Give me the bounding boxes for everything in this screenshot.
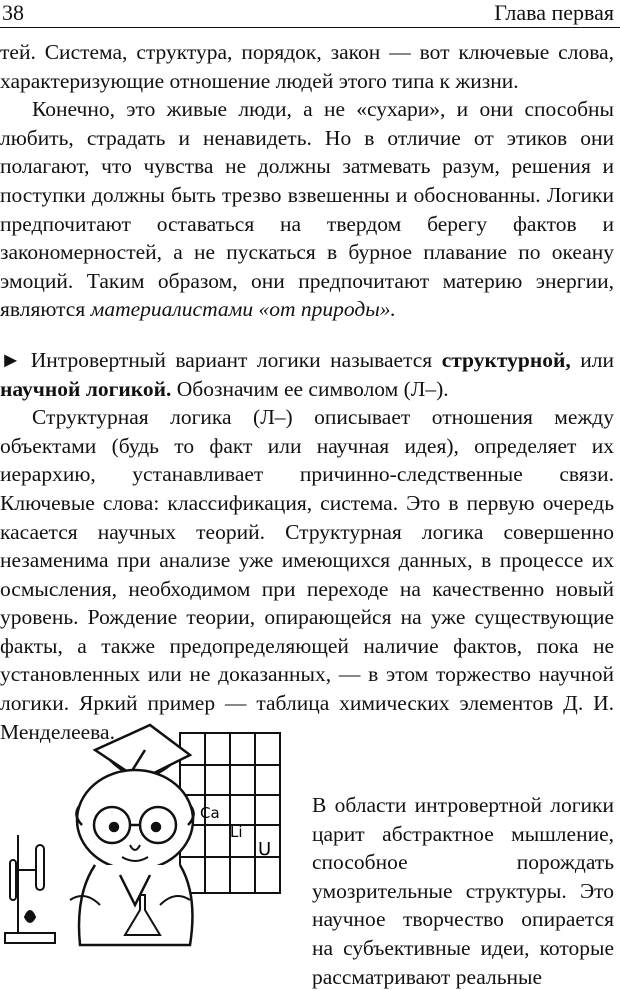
term-structural: структурной, — [441, 347, 571, 372]
lab-stand-icon — [5, 835, 55, 943]
chapter-title: Глава первая — [494, 0, 614, 25]
paragraph-5: В области интровертной логики царит абстрактное мышление, способное порождать умозрительные структуры. Это научное творчество опирается на субъективные идеи, которые рассматривают реальные — [312, 793, 614, 989]
paragraph-1: тей. Система, структура, порядок, закон — вот ключевые слова, характеризующие отношение людей этого типа к жизни. — [0, 40, 614, 93]
paragraph-3-mid: или — [570, 347, 614, 372]
page-header — [0, 0, 620, 30]
paragraph-3 — [0, 346, 614, 403]
cell-label-ca: Ca — [200, 804, 220, 822]
page-number: 38 — [2, 0, 24, 25]
paragraph-3-tail: Обозначим ее символом (Л–). — [171, 376, 449, 401]
cell-label-u: U — [258, 839, 272, 860]
illustration-area — [0, 695, 305, 950]
section-gap — [0, 324, 614, 346]
paragraph-3-lead: ► Интровертный вариант логики называется — [0, 347, 442, 372]
cell-label-li: Li — [230, 823, 243, 841]
periodic-table-grid — [180, 733, 280, 893]
paragraph-2-italic: материалистами «от природы». — [90, 297, 396, 322]
paragraph-4: Структурная логика (Л–) описывает отношения между объектами (будь то факт или научная идея), определяет их иерархию, устанавливает причинно-следственные связи. Ключевые слова: классификация, система. Это в первую очередь касается научных теорий. Структурная логика совершенно незаменима при анализе уже имеющихся данных, в процессе их осмысления, необходимом при переходе на качественно новый уровень. Рождение теории, опирающейся на уже существующие факты, а также предопределяющей наличие фактов, пока не установленных или не доказанных, — в этом торжество научной логики. Яркий пример — таблица химических элементов Д. И. Менделеева. — [0, 405, 614, 744]
term-scientific-logic: научной логикой. — [0, 376, 172, 401]
scientist-illustration — [0, 695, 305, 950]
header-rule — [0, 27, 620, 28]
page-body — [0, 38, 614, 746]
side-column — [312, 791, 614, 991]
paragraph-2-text: Конечно, это живые люди, а не «сухари», и они способны любить, страдать и ненавидеть. Но в отличие от этиков они полагают, что чувства не должны затмевать разум, решения и поступки должны быть трезво взвешенны и обоснованны. Логики предпочитают оставаться на твердом берегу фактов и закономерностей, а не пускаться в бурное плавание по океану эмоций. Таким образом, они предпочитают материю энергии, являются — [0, 97, 614, 322]
paragraph-2 — [0, 95, 614, 324]
